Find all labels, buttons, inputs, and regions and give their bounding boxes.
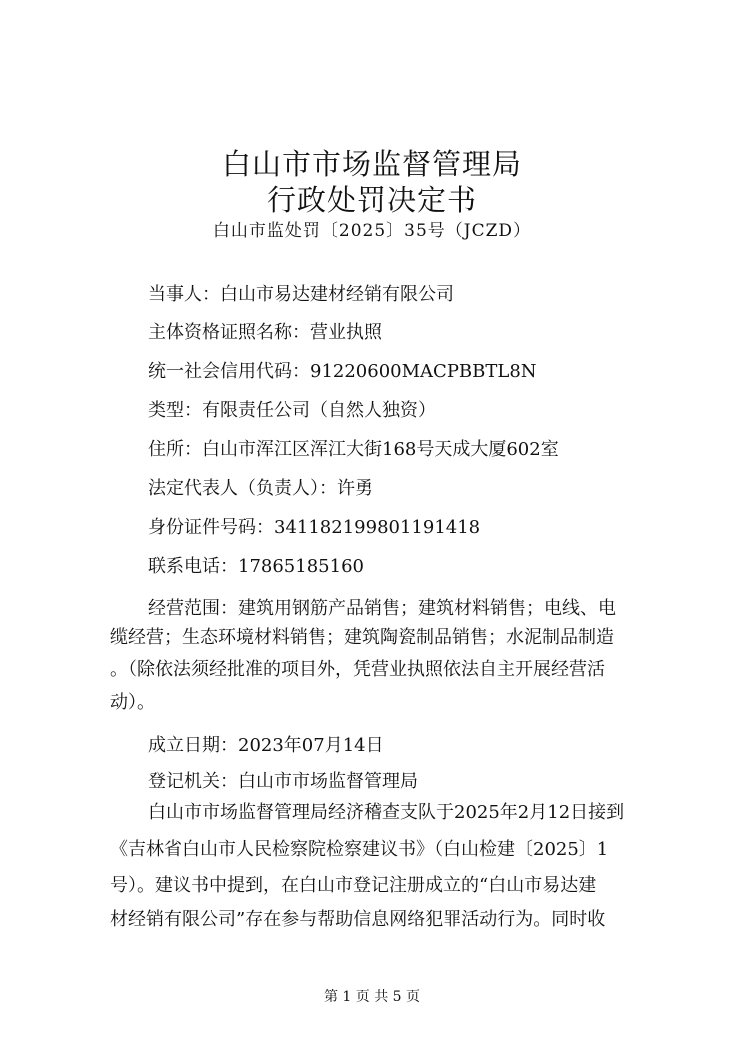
page-indicator: 第 1 页 共 5 页 [323,989,421,1005]
business-scope-line: 动）。 [110,692,155,713]
field-address: 住所：白山市浑江区浑江大街168号天成大厦602室 [148,439,559,460]
body-paragraph-line: 材经销有限公司”存在参与帮助信息网络犯罪活动行为。同时收 [110,909,606,930]
field-party: 当事人：白山市易达建材经销有限公司 [148,284,454,305]
body-paragraph-line: 号）。建议书中提到，在白山市登记注册成立的“白山市易达建 [110,875,597,896]
field-license-name: 主体资格证照名称：营业执照 [148,322,382,343]
business-scope-line: 经营范围：建筑用钢筋产品销售；建筑材料销售；电线、电 [148,598,616,619]
business-scope-line: 。（除依法须经批准的项目外，凭营业执照依法自主开展经营活 [110,659,605,680]
field-established-date: 成立日期：2023年07月14日 [148,735,384,756]
field-type: 类型：有限责任公司（自然人独资） [148,400,436,421]
field-phone: 联系电话：17865185160 [148,556,364,577]
field-legal-rep: 法定代表人（负责人）：许勇 [148,478,373,499]
field-id-number: 身份证件号码：341182199801191418 [148,517,481,538]
document-number: 白山市监处罚〔2025〕35号（JCZD） [212,221,532,241]
document-title-type: 行政处罚决定书 [266,183,477,217]
document-title-agency: 白山市市场监督管理局 [221,147,522,181]
field-registration-authority: 登记机关：白山市市场监督管理局 [148,771,418,792]
field-credit-code: 统一社会信用代码：91220600MACPBBTL8N [148,361,537,382]
body-paragraph-line: 白山市市场监督管理局经济稽查支队于2025年2月12日接到 [148,802,625,823]
body-paragraph-line: 《吉林省白山市人民检察院检察建议书》（白山检建〔2025〕1 [110,839,609,860]
business-scope-line: 缆经营；生态环境材料销售；建筑陶瓷制品销售；水泥制品制造 [110,627,614,648]
